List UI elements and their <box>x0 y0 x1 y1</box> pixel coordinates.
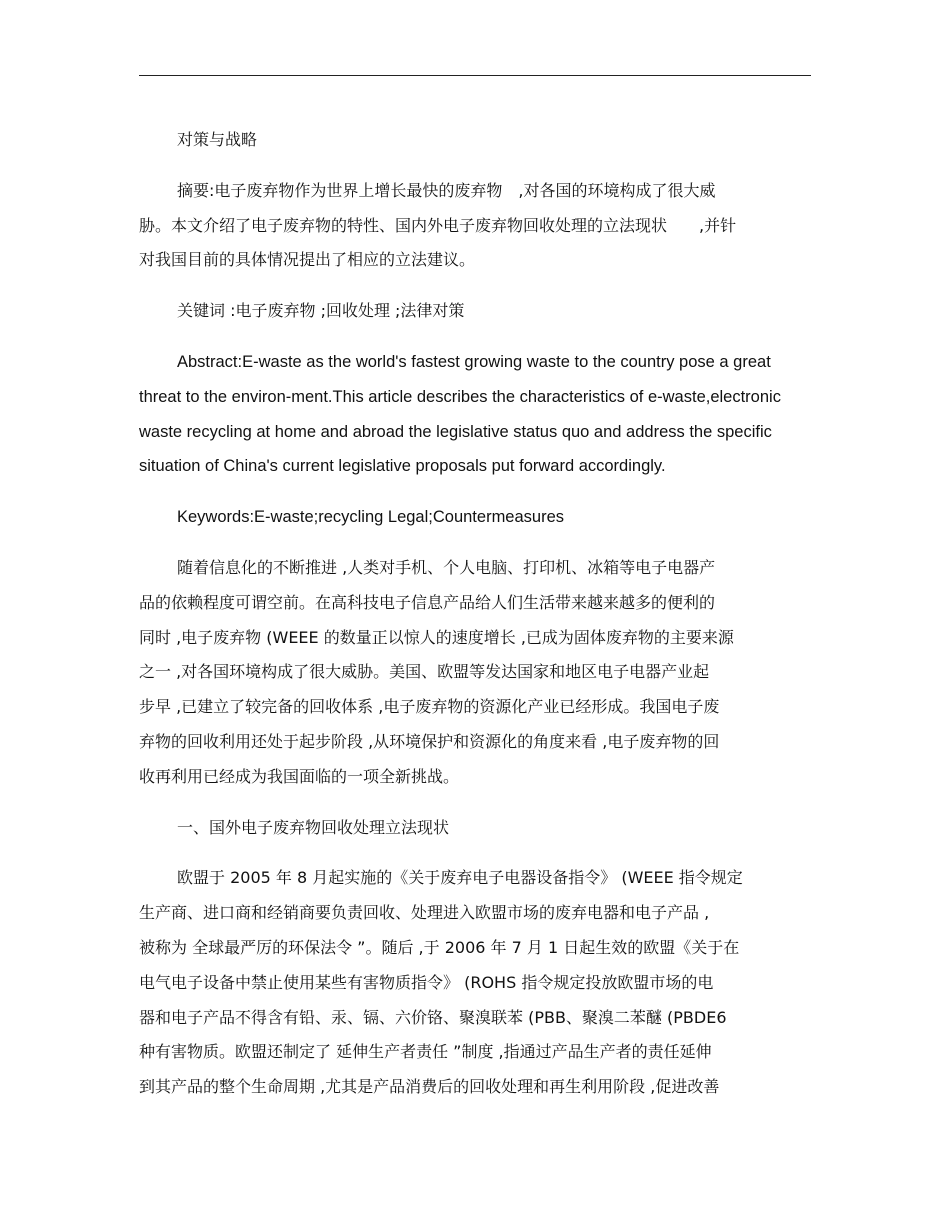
abstract-en-line: threat to the environ-ment.This article describes the characteristics of e-waste,electronic <box>139 387 781 406</box>
keywords-cn: 关键词 :电子废弃物 ;回收处理 ;法律对策 <box>177 301 465 321</box>
abstract-cn-line: 摘要:电子废弃物作为世界上增长最快的废弃物 ,对各国的环境构成了很大威 <box>177 180 716 200</box>
abstract-cn-line: 胁。本文介绍了电子废弃物的特性、国内外电子废弃物回收处理的立法现状 ,并针 <box>139 215 737 235</box>
section-1-paragraph <box>139 861 814 1105</box>
section-1-line: 被称为 全球最严厉的环保法令 ”。随后 ,于 2006 年 7 月 1 日起生效的欧盟《关于在 <box>139 937 740 957</box>
abstract-en <box>139 345 814 484</box>
abstract-cn-line: 对我国目前的具体情况提出了相应的立法建议。 <box>139 250 476 270</box>
abstract-en-line: situation of China's current legislative proposals put forward accordingly. <box>139 457 666 476</box>
section-1-line: 欧盟于 2005 年 8 月起实施的《关于废弃电子电器设备指令》 (WEEE 指令规定 <box>177 868 743 888</box>
abstract-en-line: waste recycling at home and abroad the legislative status quo and address the specific <box>139 422 772 441</box>
intro-line: 随着信息化的不断推进 ,人类对手机、个人电脑、打印机、冰箱等电子电器产 <box>177 557 716 577</box>
section-1-line: 电气电子设备中禁止使用某些有害物质指令》 (ROHS 指令规定投放欧盟市场的电 <box>139 972 714 992</box>
section-1-line: 种有害物质。欧盟还制定了 延伸生产者责任 ”制度 ,指通过产品生产者的责任延伸 <box>139 1042 712 1062</box>
abstract-en-line: Abstract:E-waste as the world's fastest growing waste to the country pose a great <box>177 352 771 371</box>
keywords-en: Keywords:E-waste;recycling Legal;Countermeasures <box>177 508 565 527</box>
section-1-line: 到其产品的整个生命周期 ,尤其是产品消费后的回收处理和再生利用阶段 ,促进改善 <box>139 1077 720 1097</box>
section-1-line: 生产商、进口商和经销商要负责回收、处理进入欧盟市场的废弃电器和电子产品 , <box>139 903 710 923</box>
intro-line: 之一 ,对各国环境构成了很大威胁。美国、欧盟等发达国家和地区电子电器产业起 <box>139 662 710 682</box>
abstract-cn <box>139 174 814 278</box>
intro-line: 步早 ,已建立了较完备的回收体系 ,电子废弃物的资源化产业已经形成。我国电子废 <box>139 697 720 717</box>
section-heading: 一、国外电子废弃物回收处理立法现状 <box>177 817 450 837</box>
intro-line: 弃物的回收利用还处于起步阶段 ,从环境保护和资源化的角度来看 ,电子废弃物的回 <box>139 731 720 751</box>
document-body <box>139 123 814 1105</box>
intro-line: 同时 ,电子废弃物 (WEEE 的数量正以惊人的速度增长 ,已成为固体废弃物的主要来源 <box>139 627 734 647</box>
section-1-line: 器和电子产品不得含有铅、汞、镉、六价铬、聚溴联苯 (PBB、聚溴二苯醚 (PBDE6 <box>139 1007 727 1027</box>
intro-line: 品的依赖程度可谓空前。在高科技电子信息产品给人们生活带来越来越多的便利的 <box>139 592 716 612</box>
intro-line: 收再利用已经成为我国面临的一项全新挑战。 <box>139 766 460 786</box>
intro-paragraph <box>139 551 814 795</box>
section-label: 对策与战略 <box>177 130 258 149</box>
header-rule <box>139 75 811 76</box>
